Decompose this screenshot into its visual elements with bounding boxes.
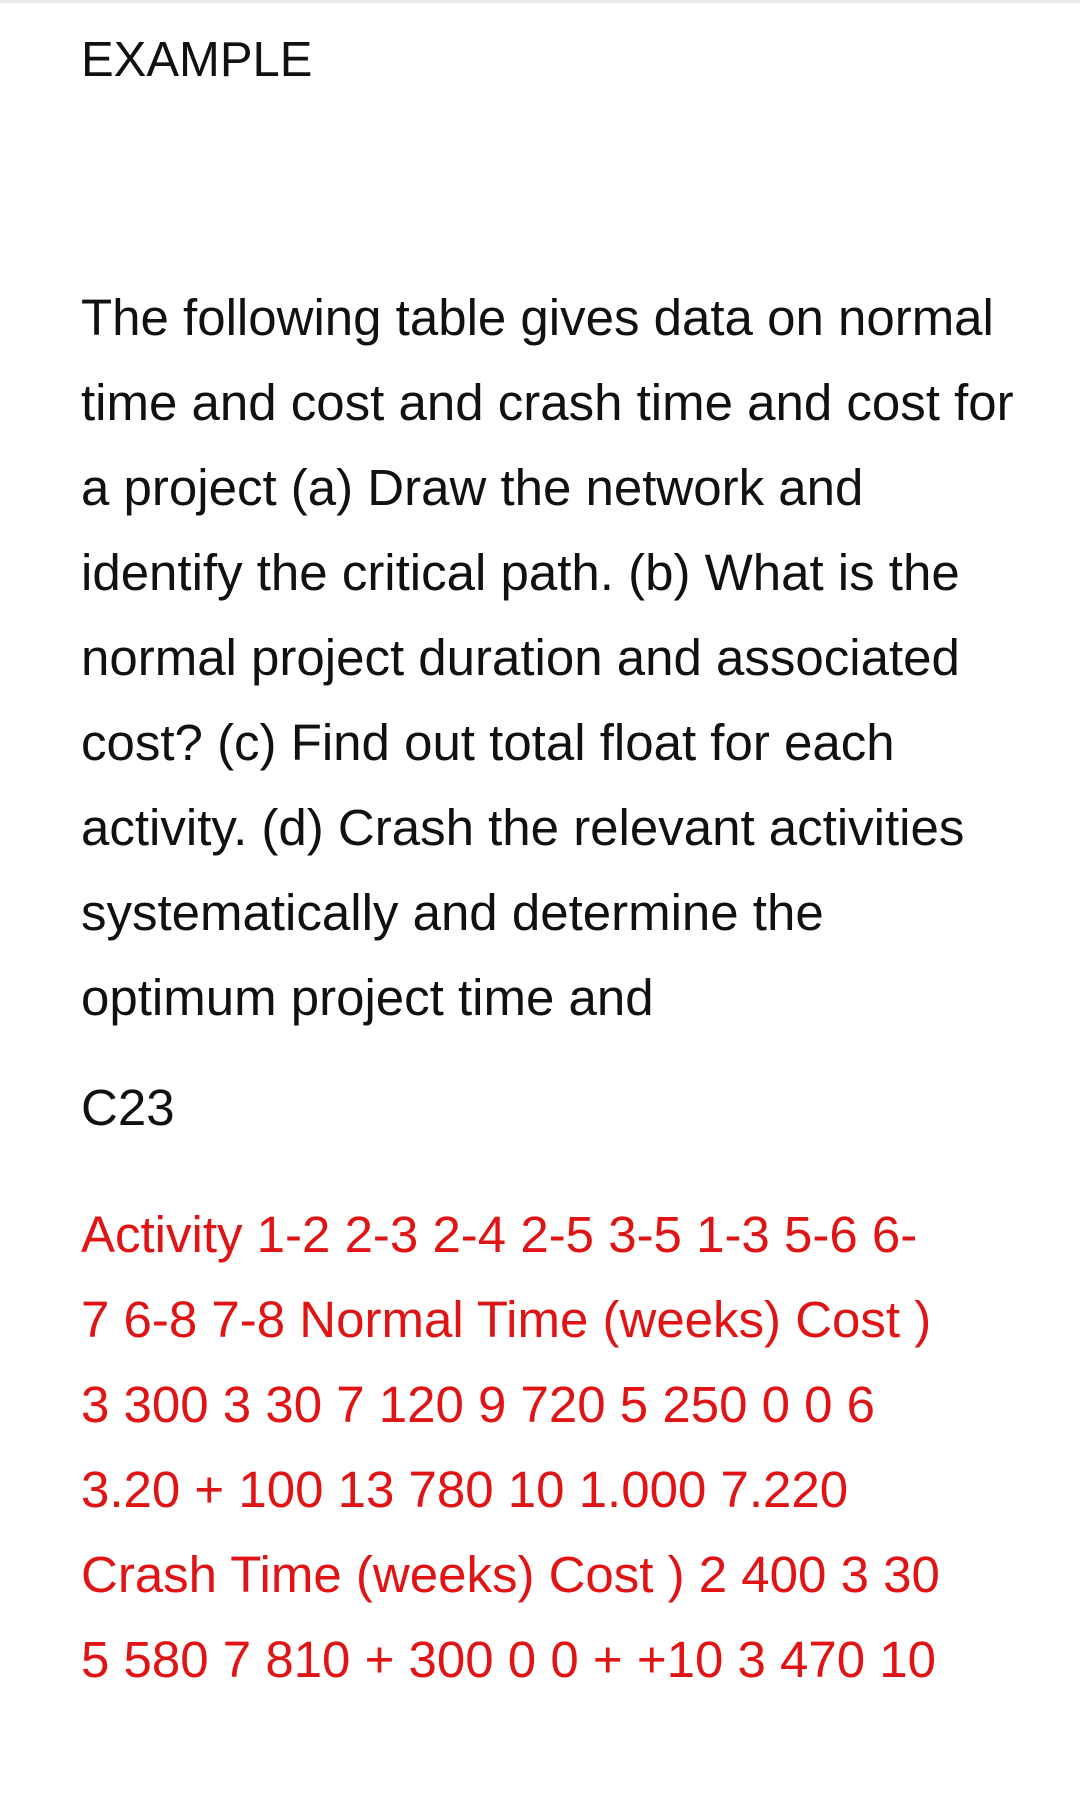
- question-code: C23: [81, 1079, 175, 1136]
- table-text-line: Activity 1-2 2-3 2-4 2-5 3-5 1-3 5-6 6-: [81, 1206, 918, 1263]
- table-text-line: Crash Time (weeks) Cost ) 2 400 3 30: [81, 1546, 940, 1603]
- table-text-line: 3 300 3 30 7 120 9 720 5 250 0 0 6: [81, 1376, 876, 1433]
- table-text-line: 3.20 + 100 13 780 10 1.000 7.220: [81, 1461, 849, 1518]
- document-heading: EXAMPLE: [81, 33, 313, 87]
- table-text-line: 7 6-8 7-8 Normal Time (weeks) Cost ): [81, 1291, 932, 1348]
- table-text-line: 5 580 7 810 + 300 0 0 + +10 3 470 10: [81, 1631, 937, 1688]
- document-body: [81, 20, 1041, 1702]
- question-paragraph: The following table gives data on normal time and cost and crash time and cost for a project (a) Draw the network and identify the critical path. (b) What is the normal project duration and associated cost? (c) Find out total float for each activity. (d) Crash the relevant activities systematically and determine the optimum project time and: [81, 289, 1014, 1026]
- top-divider: [0, 0, 1080, 3]
- table-data-text: [81, 1192, 1016, 1702]
